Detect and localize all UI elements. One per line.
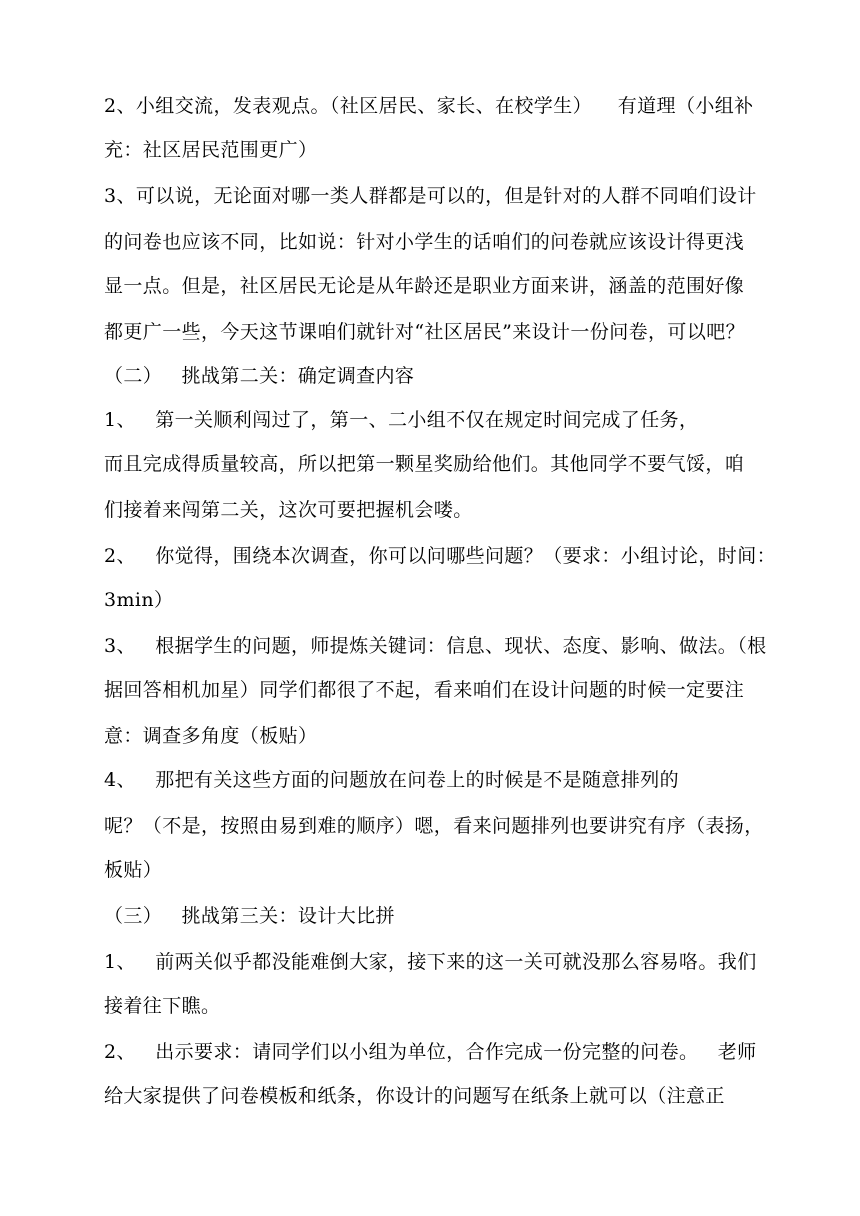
text-line: 板贴） <box>104 859 163 881</box>
text-line: 都更广一些，今天这节课咱们就针对“社区居民”来设计一份问卷，可以吧？ <box>104 321 746 343</box>
text-line: 呢？（不是，按照由易到难的顺序）嗯，看来问题排列也要讲究有序（表扬， <box>104 815 764 837</box>
text-line: 2、 你觉得，围绕本次调查，你可以问哪些问题？（要求：小组讨论，时间： <box>104 545 777 567</box>
text-line: 3min） <box>104 589 174 611</box>
text-line: 3、可以说，无论面对哪一类人群都是可以的，但是针对的人群不同咱们设计 <box>104 185 757 207</box>
text-line: 而且完成得质量较高，所以把第一颗星奖励给他们。其他同学不要气馁，咱 <box>104 453 745 475</box>
text-line: 充：社区居民范围更广） <box>104 139 318 161</box>
text-line: 给大家提供了问卷模板和纸条，你设计的问题写在纸条上就可以（注意正 <box>104 1085 725 1107</box>
text-line: 2、 出示要求：请同学们以小组为单位，合作完成一份完整的问卷。 老师 <box>104 1041 757 1063</box>
section-heading: （三） 挑战第三关：设计大比拼 <box>104 905 395 927</box>
text-line: 接着往下瞧。 <box>104 995 221 1017</box>
text-line: 的问卷也应该不同，比如说：针对小学生的话咱们的问卷就应该设计得更浅 <box>104 231 745 253</box>
text-line: 2、小组交流，发表观点。（社区居民、家长、在校学生） 有道理（小组补 <box>104 95 754 117</box>
text-line: 1、 第一关顺利闯过了，第一、二小组不仅在规定时间完成了任务， <box>104 409 699 431</box>
text-line: 4、 那把有关这些方面的问题放在问卷上的时候是不是随意排列的 <box>104 769 680 791</box>
text-line: 们接着来闯第二关，这次可要把握机会喽。 <box>104 499 473 521</box>
text-line: 显一点。但是，社区居民无论是从年龄还是职业方面来讲，涵盖的范围好像 <box>104 275 745 297</box>
text-line: 3、 根据学生的问题，师提炼关键词：信息、现状、态度、影响、做法。（根 <box>104 635 767 657</box>
text-line: 据回答相机加星）同学们都很了不起，看来咱们在设计问题的时候一定要注 <box>104 679 745 701</box>
text-line: 1、 前两关似乎都没能难倒大家，接下来的这一关可就没那么容易咯。我们 <box>104 951 757 973</box>
text-line: 意：调查多角度（板贴） <box>104 725 318 747</box>
section-heading: （二） 挑战第二关：确定调查内容 <box>104 365 415 387</box>
